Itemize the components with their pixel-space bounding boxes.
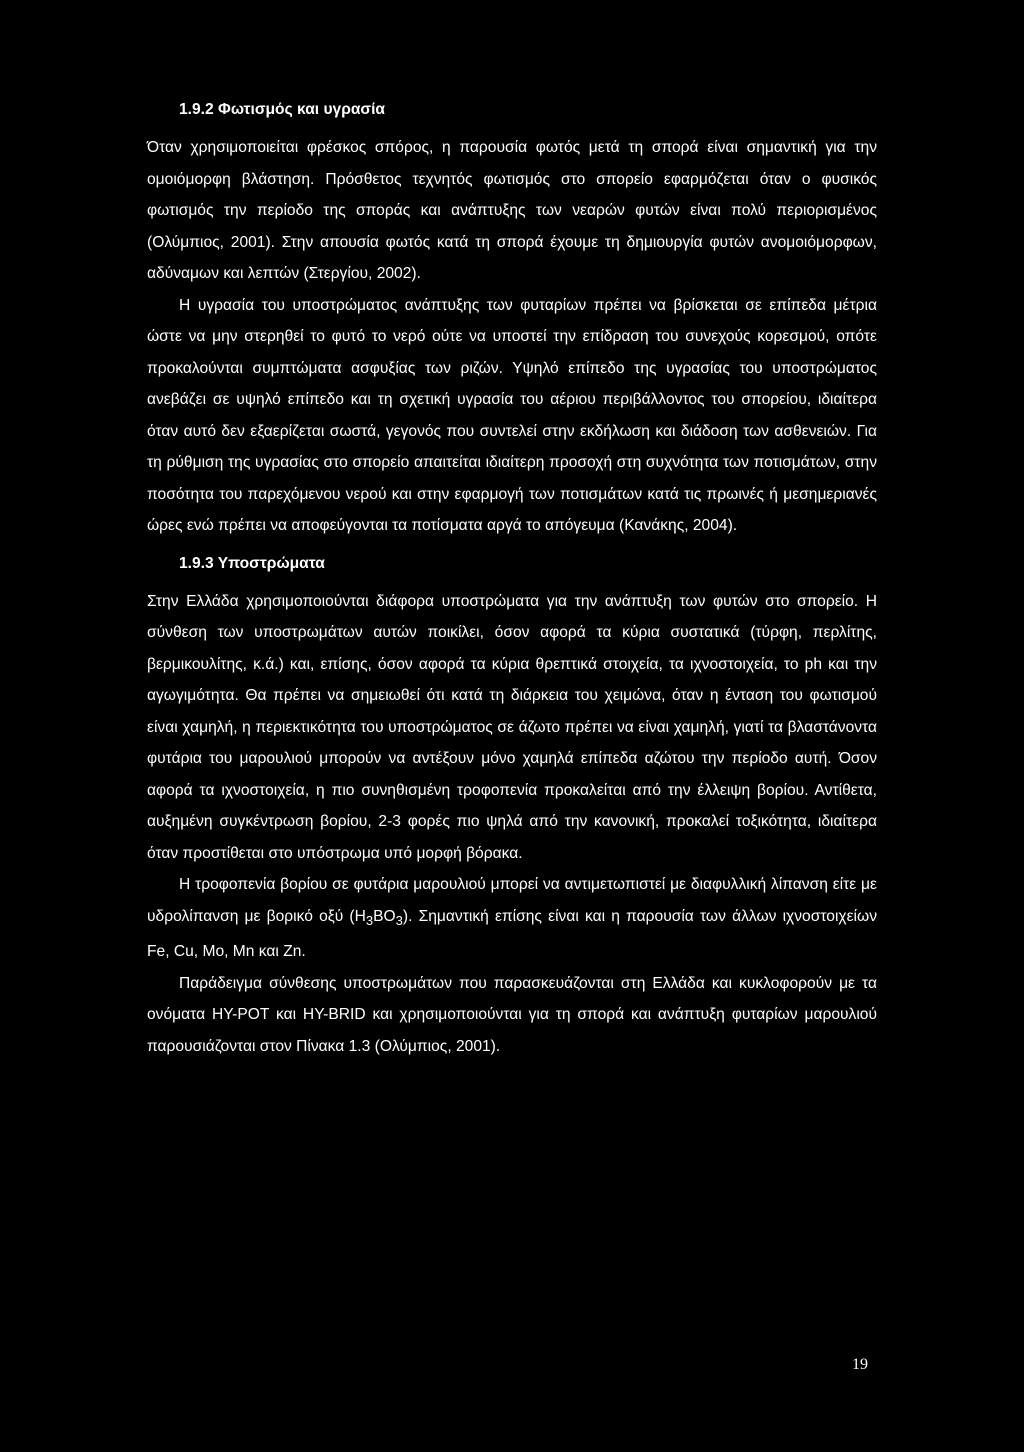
- paragraph-substrates: Στην Ελλάδα χρησιμοποιούνται διάφορα υποστρώματα για την ανάπτυξη των φυτών στο σπορείο. Η σύνθεση των υποστρωμάτων αυτών ποικίλει, όσον αφορά τα κύρια συστατικά (τύρφη, περλίτης, βερμικουλίτης, κ.ά.) και, επίσης, όσον αφορά τα κύρια θρεπτικά στοιχεία, τα ιχνοστοιχεία, το ph και την αγωγιμότητα. Θα πρέπει να σημειωθεί ότι κατά τη διάρκεια του χειμώνα, όταν η ένταση του φωτισμού είναι χαμηλή, η περιεκτικότητα του υποστρώματος σε άζωτο πρέπει να είναι χαμηλή, γιατί τα βλαστάνοντα φυτάρια του μαρουλιού μπορούν να αντέξουν μόνο χαμηλά επίπεδα αζώτου την περίοδο αυτή. Όσον αφορά τα ιχνοστοιχεία, η πιο συνηθισμένη τροφοπενία προκαλείται από την έλλειψη βορίου. Αντίθετα, αυξημένη συγκέντρωση βορίου, 2-3 φορές πιο ψηλά από την κανονική, προκαλεί τοξικότητα, ιδιαίτερα όταν προστίθεται στο υπόστρωμα υπό μορφή βόρακα.: [147, 592, 877, 862]
- boron-text-start: Η τροφοπενία βορίου σε φυτάρια μαρουλιού μπορεί να αντιμετωπιστεί με διαφυλλική λίπανση είτε με υδρολίπανση με βορικό οξύ (H: [147, 876, 877, 925]
- formula-subscript-1: 3: [365, 912, 374, 928]
- page-body: [147, 100, 877, 1062]
- paragraph-humidity: Η υγρασία του υποστρώματος ανάπτυξης των φυταρίων πρέπει να βρίσκεται σε επίπεδα μέτρια ώστε να μην στερηθεί το φυτό το νερό ούτε να υποστεί την επίδραση του συνεχούς κορεσμού, οπότε προκαλούνται συμπτώματα ασφυξίας των ριζών. Υψηλό επίπεδο της υγρασίας του υποστρώματος ανεβάζει σε υψηλό επίπεδο και τη σχετική υγρασία του αέριου περιβάλλοντος του σπορείου, ιδιαίτερα όταν αυτό δεν εξαερίζεται σωστά, γεγονός που συντελεί στην εκδήλωση και διάδοση των ασθενειών. Για τη ρύθμιση της υγρασίας στο σπορείο απαιτείται ιδιαίτερη προσοχή στη συχνότητα των ποτισμάτων, στην ποσότητα του παρεχόμενου νερού και στην εφαρμογή των ποτισμάτων κατά τις πρωινές ή μεσημεριανές ώρες ενώ πρέπει να αποφεύγονται τα ποτίσματα αργά το απόγευμα (Κανάκης, 2004).: [147, 296, 877, 534]
- formula-middle: BO: [373, 907, 396, 925]
- formula-subscript-2: 3: [395, 912, 403, 928]
- section-heading-lighting-humidity: 1.9.2 Φωτισμός και υγρασία: [179, 101, 386, 118]
- section-heading-substrates: 1.9.3 Υποστρώματα: [179, 554, 325, 572]
- paragraph-lighting: Όταν χρησιμοποιείται φρέσκος σπόρος, η παρουσία φωτός μετά τη σπορά είναι σημαντική για την ομοιόμορφη βλάστηση. Πρόσθετος τεχνητός φωτισμός στο σπορείο εφαρμόζεται όταν ο φυσικός φωτισμός την περίοδο της σποράς και ανάπτυξης των νεαρών φυτών είναι πολύ περιορισμένος (Ολύμπιος, 2001). Στην απουσία φωτός κατά τη σπορά έχουμε τη δημιουργία φυτών ανομοιόμορφων, αδύναμων και λεπτών (Στεργίου, 2002).: [147, 139, 877, 282]
- boron-text-end: ). Σημαντική επίσης είναι και η παρουσία των άλλων ιχνοστοιχείων Fe, Cu, Mo, Mn και Zn.: [147, 907, 877, 961]
- page-number: 19: [852, 1356, 868, 1373]
- paragraph-boron-deficiency: [147, 869, 877, 968]
- paragraph-substrate-example: Παράδειγμα σύνθεσης υποστρωμάτων που παρασκευάζονται στη Ελλάδα και κυκλοφορούν με τα ονόματα HY-POT και HY-BRID και χρησιμοποιούνται για τη σπορά και ανάπτυξη φυταρίων μαρουλιού παρουσιάζονται στον Πίνακα 1.3 (Ολύμπιος, 2001).: [147, 974, 877, 1055]
